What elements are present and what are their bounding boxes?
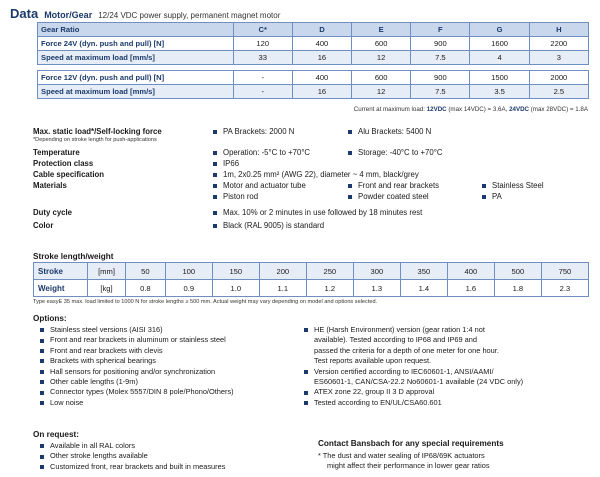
stroke-heading: Stroke length/weight [33,252,114,261]
list-item [38,377,293,387]
cell: 1.1 [259,280,306,297]
table-row [38,71,589,85]
note-24vdc: 24VDC [509,106,530,113]
bullet-icon [213,184,217,188]
spec-value-text: Powder coated steel [358,192,429,201]
bullet-icon [40,465,44,469]
cell: 250 [306,263,353,280]
list-item [302,398,592,408]
contact-heading: Contact Bansbach for any special requirements [318,439,504,448]
spec-value [480,191,544,202]
spec-value [211,207,422,218]
cell: 7.5 [411,51,470,65]
list-item-text [314,325,499,367]
text-line: available). Tested according to IP68 and IP69 and [314,335,477,345]
spec-value [346,191,480,202]
list-item [38,335,293,345]
spec-duty-cycle [33,207,593,218]
cell: 12 [352,51,411,65]
bullet-icon [304,401,308,405]
spec-value-text: PA Brackets: 2000 N [223,127,295,136]
cell: 400 [447,263,494,280]
list-item-text [314,367,523,388]
gear-header-f: F [411,23,470,37]
bullet-icon [304,328,308,332]
header-title: Data [10,6,39,21]
cell: 3 [529,51,588,65]
note-text: Current at maximum load: [353,106,427,113]
cell: 3.5 [470,85,529,99]
bullet-icon [482,195,486,199]
spec-label-text: Max. static load*/Self-locking force [33,127,162,136]
cell: 2000 [529,71,588,85]
gear-header-e: E [352,23,411,37]
list-item-text: Stainless steel versions (AISI 316) [50,325,163,334]
cell: 600 [352,71,411,85]
list-item-text: Available in all RAL colors [50,441,136,450]
list-item-text: ATEX zone 22, group II 3 D approval [314,387,435,397]
spec-value [211,180,346,191]
cell: 1600 [470,37,529,51]
bullet-icon [304,391,308,395]
list-item-text: Other stroke lengths available [50,451,148,461]
spec-value-text: 1m, 2x0.25 mm² (AWG 22), diameter ~ 4 mm, black/grey [223,170,419,179]
spec-value-text: Black (RAL 9005) is standard [223,221,325,230]
stroke-unit: [mm] [88,263,126,280]
bullet-icon [40,455,44,459]
spec-temperature [33,147,593,158]
spec-label: Color [33,221,54,230]
on-request-heading: On request: [33,430,79,439]
cell: 12 [352,85,411,99]
note-12vdc: 12VDC [426,106,447,113]
spec-value-text: Storage: -40°C to +70°C [358,148,443,157]
gear-table-header-row [38,23,589,37]
list-item-text: Tested according to EN/UL/CSA60.601 [314,397,442,407]
on-request-list [38,441,293,472]
list-item [38,367,293,377]
stroke-note: Type easyE 35 max. load limited to 1000 N for stroke lengths ≥ 500 mm. Actual weight may vary depending on model and options selected. [33,299,378,305]
spec-value-text: PA [492,192,502,201]
list-item [38,346,293,356]
stroke-row [34,263,589,280]
spec-label: Materials [33,181,67,190]
list-item [38,387,293,397]
options-list-right [302,325,592,408]
text-line: Version certified according to IEC60601-1, ANSI/AAMI/ [314,366,494,376]
bullet-icon [348,151,352,155]
bullet-icon [213,211,217,215]
cell: 200 [259,263,306,280]
gear-header-d: D [292,23,351,37]
cell: 2.5 [529,85,588,99]
cell: 2200 [529,37,588,51]
cell: 1500 [470,71,529,85]
spec-value-text: Stainless Steel [492,181,544,190]
spec-value-text: Operation: -5°C to +70°C [223,148,311,157]
spec-value [346,126,431,147]
cell: 2.3 [541,280,588,297]
bullet-icon [40,401,44,405]
spec-sublabel: *Depending on stroke length for push-applications [33,137,157,143]
stroke-label: Stroke [34,263,88,280]
spec-value [346,180,480,191]
weight-label: Weight [34,280,88,297]
note-text: (max 28VDC) = 1.8A [529,106,588,113]
bullet-icon [304,370,308,374]
spec-value [211,191,346,202]
text-line: Test reports available upon request. [314,356,432,366]
spec-value [211,169,419,180]
options-list-left [38,325,293,408]
spec-value [211,220,324,231]
cell: 100 [165,263,212,280]
list-item-text: Front and rear brackets in aluminum or stainless steel [50,335,226,345]
bullet-icon [40,391,44,395]
cell: 350 [400,263,447,280]
spec-value-text: Motor and actuator tube [223,181,306,190]
gear-header-g: G [470,23,529,37]
list-item-text: Hall sensors for positioning and/or synchronization [50,366,216,376]
cell: 16 [292,51,351,65]
spec-value [211,126,346,147]
materials-col-2 [346,180,480,202]
cell: 750 [541,263,588,280]
gear-header-c: C* [233,23,292,37]
bullet-icon [348,195,352,199]
data-header [10,6,280,20]
cell: 0.8 [126,280,166,297]
cell: 33 [233,51,292,65]
weight-unit: [kg] [88,280,126,297]
cell: 1.6 [447,280,494,297]
text-line: passed the criteria for a depth of one meter for one hour. [314,345,499,355]
spec-value [346,147,442,158]
row-label: Force 12V (dyn. push and pull) [N] [38,71,234,85]
spec-value-text: IP66 [223,159,240,168]
list-item-text: Other cable lengths (1-9m) [50,377,138,387]
cell: 4 [470,51,529,65]
cell: 900 [411,37,470,51]
weight-row [34,280,589,297]
spec-materials [33,180,593,202]
row-label: Speed at maximum load [mm/s] [38,85,234,99]
list-item [38,398,293,408]
contact-line: might affect their performance in lower gear ratios [327,461,490,470]
spec-value-text: Front and rear brackets [358,181,440,190]
spec-color [33,220,593,231]
gear-header-label: Gear Ratio [38,23,234,37]
cell: 300 [353,263,400,280]
row-label: Force 24V (dyn. push and pull) [N] [38,37,234,51]
cell: 50 [126,263,166,280]
cell: 900 [411,71,470,85]
spec-value [211,158,239,169]
cell: 400 [292,71,351,85]
cell: 1.8 [494,280,541,297]
cell: - [233,85,292,99]
spec-value-text: Max. 10% or 2 minutes in use followed by 18 minutes rest [223,208,423,217]
cell: 600 [352,37,411,51]
list-item [38,325,293,335]
list-item-text: Low noise [50,397,84,407]
spec-protection [33,158,593,169]
materials-col-3 [480,180,544,202]
header-description: 12/24 VDC power supply, permanent magnet motor [98,11,281,20]
cell: - [233,71,292,85]
header-subtitle: Motor/Gear [44,10,93,20]
text-line: HE (Harsh Environment) version (gear ration 1:4 not [314,325,485,334]
bullet-icon [40,359,44,363]
spec-label: Protection class [33,159,94,168]
list-item [38,451,293,461]
cell: 1.4 [400,280,447,297]
cell: 400 [292,37,351,51]
list-item [302,387,592,397]
table-row [38,37,589,51]
cell: 16 [292,85,351,99]
cell: 120 [233,37,292,51]
text-line: ES60601-1, CAN/CSA-22.2 No60601-1 available (24 VDC only) [314,377,524,387]
contact-note [318,451,588,471]
bullet-icon [213,130,217,134]
bullet-icon [40,444,44,448]
stroke-weight-table [33,262,589,297]
cell: 1.0 [212,280,259,297]
table-row [38,51,589,65]
bullet-icon [348,184,352,188]
bullet-icon [40,328,44,332]
spec-label: Temperature [33,148,80,157]
list-item-text: Front and rear brackets with clevis [50,345,163,355]
spec-value-text: Piston rod [223,192,259,201]
note-text: (max 14VDC) = 3.6A, [446,106,510,113]
bullet-icon [213,151,217,155]
cell: 7.5 [411,85,470,99]
list-item [38,462,293,472]
gear-ratio-table [37,22,589,99]
cell: 1.3 [353,280,400,297]
materials-col-1 [211,180,346,202]
bullet-icon [40,370,44,374]
row-label: Speed at maximum load [mm/s] [38,51,234,65]
list-item [302,325,592,367]
current-note [354,106,588,113]
bullet-icon [213,173,217,177]
bullet-icon [482,184,486,188]
cell: 0.9 [165,280,212,297]
spec-static-load [33,126,593,147]
cell: 150 [212,263,259,280]
spec-value [211,147,346,158]
bullet-icon [213,224,217,228]
bullet-icon [213,195,217,199]
spec-label: Cable specification [33,170,105,179]
spec-label: Duty cycle [33,208,73,217]
spec-label [33,126,211,147]
gear-header-h: H [529,23,588,37]
list-item-text: Connector types (Molex 5557/DIN 8 pole/Phono/Others) [50,387,234,397]
table-row [38,85,589,99]
options-heading: Options: [33,314,67,323]
list-item-text: Brackets with spherical bearings [50,356,156,366]
list-item [38,441,293,451]
cell: 1.2 [306,280,353,297]
bullet-icon [348,130,352,134]
spec-cable [33,169,593,180]
spec-value [480,180,544,191]
list-item [38,356,293,366]
bullet-icon [213,162,217,166]
spec-list [33,126,593,231]
bullet-icon [40,349,44,353]
bullet-icon [40,339,44,343]
contact-line: * The dust and water sealing of IP68/69K actuators [318,451,485,460]
bullet-icon [40,380,44,384]
spec-value-text: Alu Brackets: 5400 N [358,127,432,136]
list-item [302,367,592,388]
list-item-text: Customized front, rear brackets and built in measures [50,461,226,471]
cell: 500 [494,263,541,280]
